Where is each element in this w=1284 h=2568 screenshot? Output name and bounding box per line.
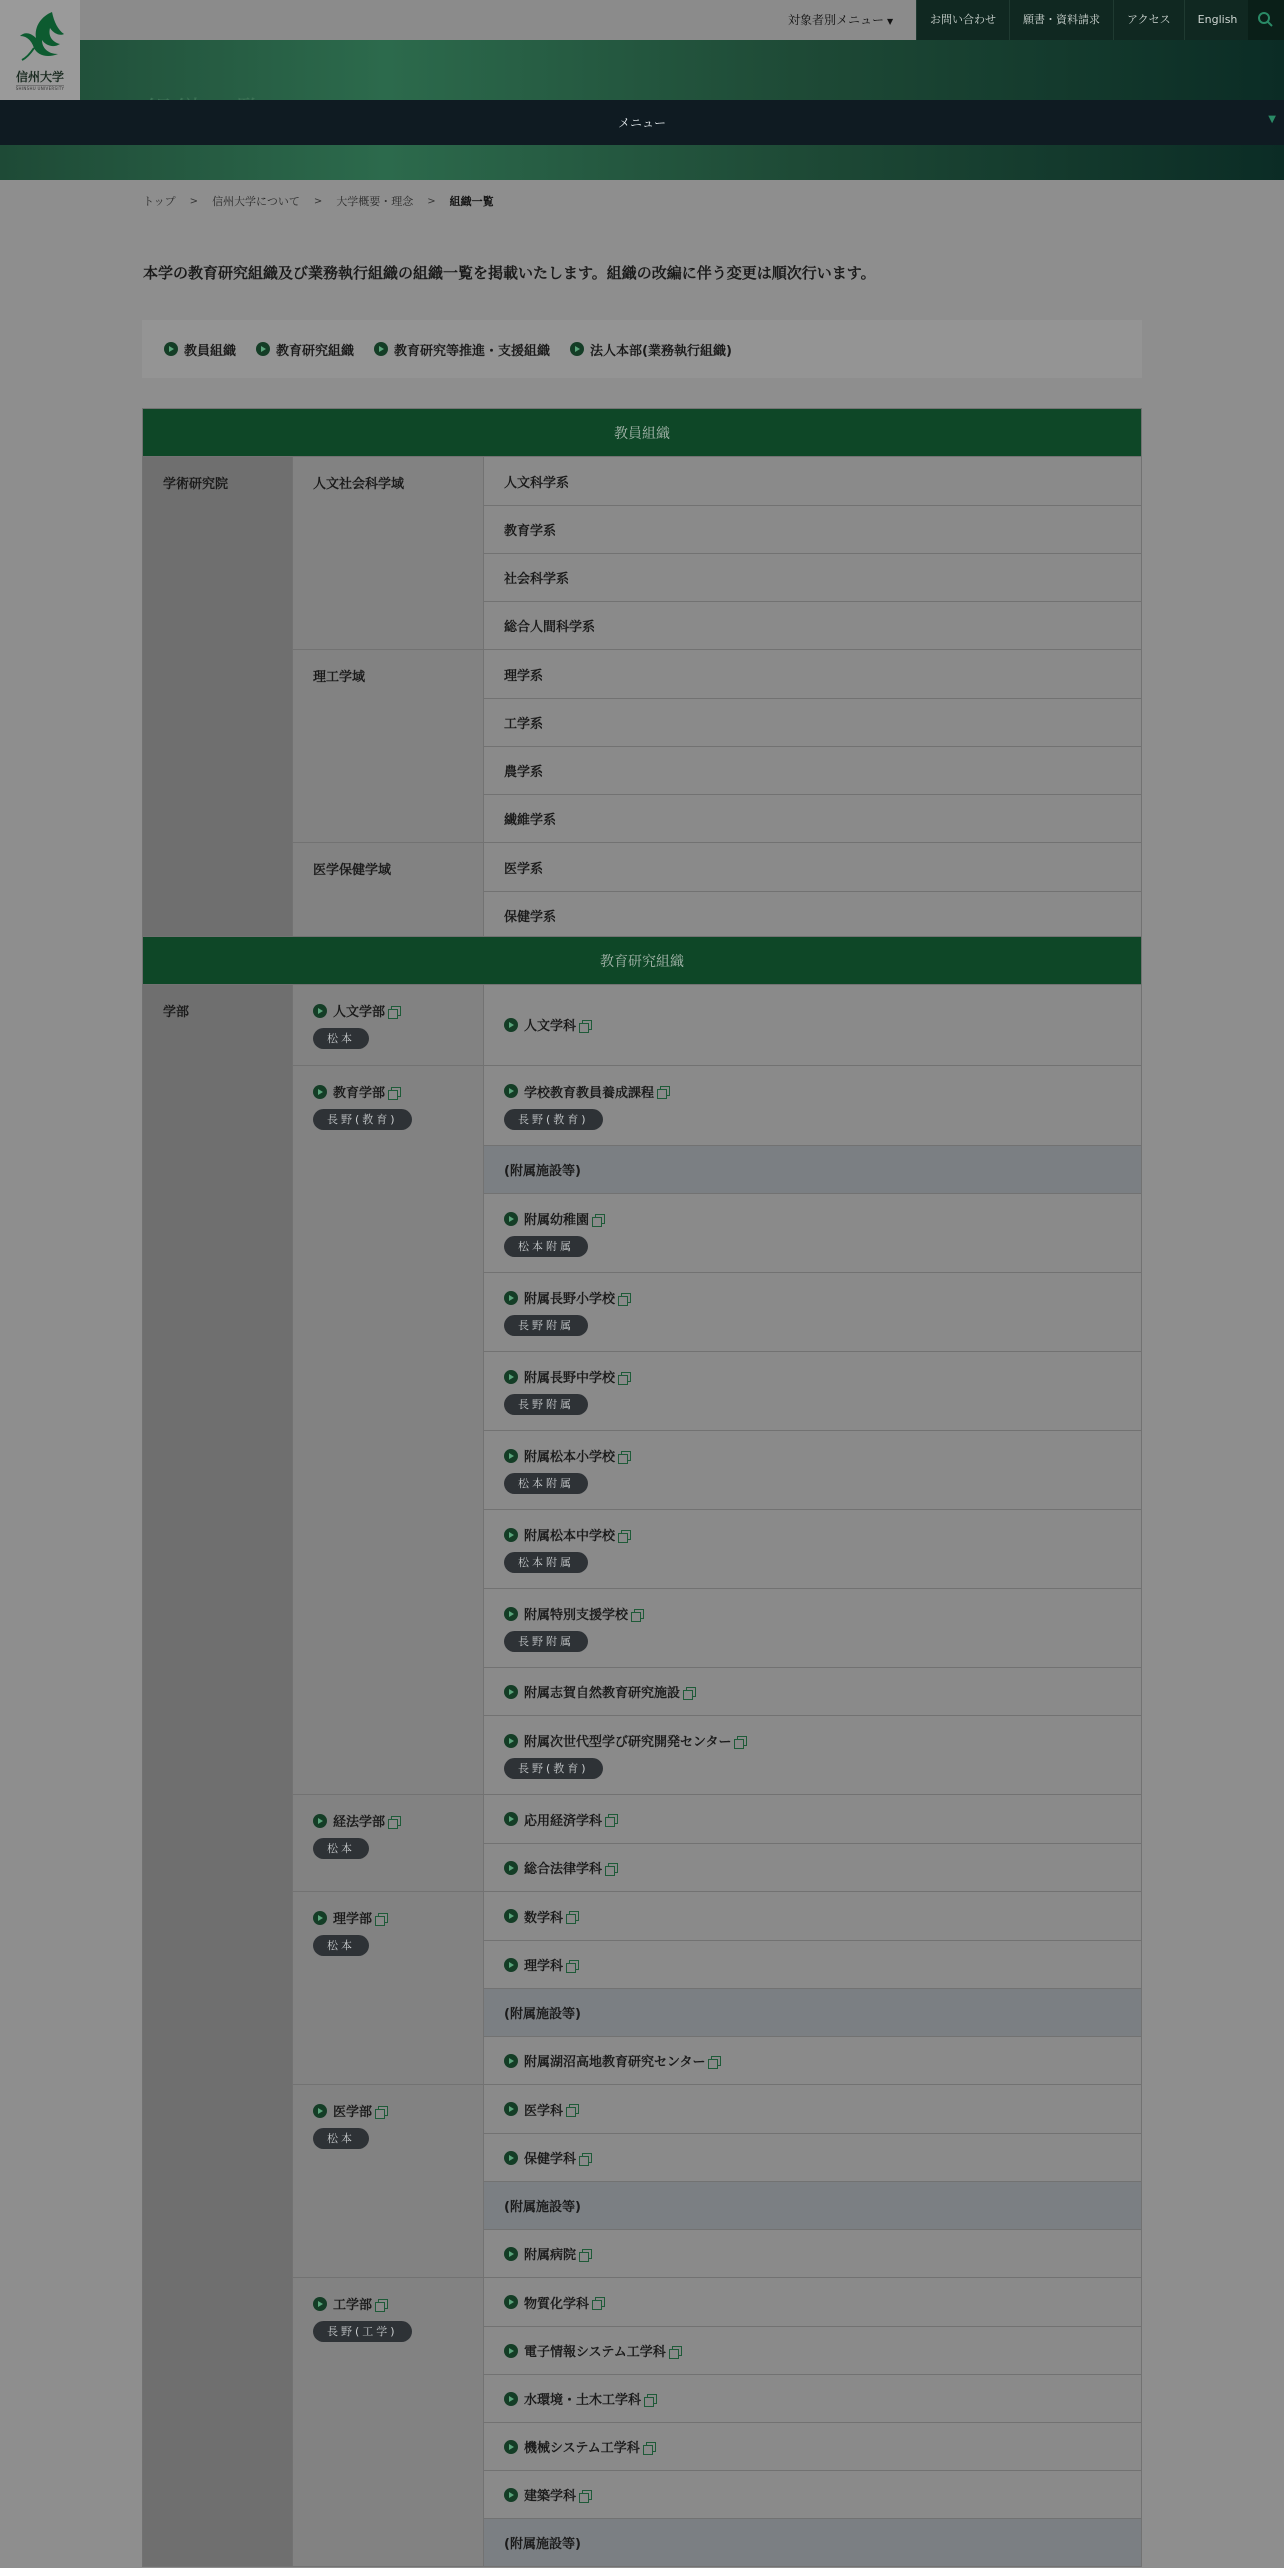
external-link-icon: [391, 1087, 401, 1097]
table-row: [484, 1715, 1141, 1794]
search-button[interactable]: [1248, 0, 1284, 40]
campus-badge: 松本: [313, 1838, 369, 1859]
section-heading: 教員組織: [143, 409, 1141, 456]
arrow-circle-icon: [164, 342, 178, 356]
item-link[interactable]: [313, 1811, 463, 1830]
table-row: [484, 1940, 1141, 1988]
external-link-icon: [569, 2104, 579, 2114]
english-link[interactable]: English: [1184, 0, 1251, 40]
external-link-icon: [646, 2442, 656, 2452]
external-link-icon: [582, 2249, 592, 2259]
campus-badge: 松本: [313, 1028, 369, 1049]
item-link[interactable]: [504, 2244, 1121, 2263]
table-row: 社会科学系: [484, 553, 1141, 601]
faculty-row: [293, 2084, 1141, 2277]
breadcrumb-about[interactable]: 信州大学について: [212, 195, 300, 208]
item-label: 附属湖沼高地教育研究センター: [524, 2055, 706, 2070]
item-label: 人文学部: [333, 1005, 386, 1020]
item-label: 工学部: [333, 2298, 373, 2313]
quick-link-support[interactable]: 教育研究等推進・支援組織: [374, 340, 550, 359]
arrow-circle-icon: [504, 2247, 518, 2261]
arrow-circle-icon: [504, 1449, 518, 1463]
campus-badge: 長野(教育): [504, 1109, 603, 1130]
item-label: 教育学部: [333, 1086, 386, 1101]
table-row: [484, 2036, 1141, 2084]
table-row: [484, 1272, 1141, 1351]
faculty-cell: [293, 985, 484, 1065]
chevron-right-icon: >: [313, 195, 323, 207]
item-link[interactable]: [504, 1015, 1121, 1034]
table-row: 医学系: [504, 861, 544, 877]
item-link[interactable]: [504, 1288, 1121, 1307]
item-label: 電子情報システム工学科: [524, 2345, 666, 2360]
item-label: 数学科: [524, 1910, 564, 1926]
item-link[interactable]: [504, 1858, 1121, 1877]
external-link-icon: [569, 1911, 579, 1921]
table-row: [484, 1667, 1141, 1715]
table-row: [484, 1843, 1141, 1891]
external-link-icon: [621, 1451, 631, 1461]
external-link-icon: [582, 2490, 592, 2500]
campus-badge: 長野附属: [504, 1631, 588, 1652]
domain-row: [293, 457, 1141, 649]
item-link[interactable]: [313, 2101, 463, 2120]
external-link-icon: [378, 2106, 388, 2116]
faculty-row: [293, 2277, 1141, 2566]
item-label: 附属志賀自然教育研究施設: [524, 1686, 681, 1701]
faculty-row: [293, 1891, 1141, 2084]
utility-links: [916, 0, 1250, 40]
item-link[interactable]: [504, 1367, 1121, 1386]
campus-badge: 松本: [313, 1935, 369, 1956]
arrow-circle-icon: [504, 1084, 518, 1098]
table-row: 保健学系: [484, 891, 1141, 939]
arrow-circle-icon: [504, 2054, 518, 2068]
external-link-icon: [711, 2056, 721, 2066]
arrow-circle-icon: [504, 2440, 518, 2454]
arrow-circle-icon: [504, 2295, 518, 2309]
item-link[interactable]: [504, 1525, 1121, 1544]
external-link-icon: [378, 1913, 388, 1923]
item-link[interactable]: [504, 1810, 1121, 1829]
item-link[interactable]: [504, 1955, 1121, 1974]
item-link[interactable]: [504, 2341, 1121, 2360]
breadcrumb-top[interactable]: トップ: [143, 195, 176, 208]
item-link[interactable]: [504, 1604, 1121, 1623]
faculty-row: [293, 1065, 1141, 1794]
table-row: 総合人間科学系: [484, 601, 1141, 649]
facility-header: (附属施設等): [484, 1988, 1141, 2036]
item-label: 理学科: [524, 1959, 564, 1974]
external-link-icon: [660, 1086, 670, 1096]
menu-bar[interactable]: [0, 100, 1284, 145]
item-label: 理学部: [333, 1912, 373, 1927]
table-row: 工学系: [484, 698, 1141, 746]
table-row: [484, 2085, 1141, 2133]
table-row: [484, 2278, 1141, 2326]
campus-badge: 松本附属: [504, 1473, 588, 1494]
table-row: 農学系: [484, 746, 1141, 794]
arrow-circle-icon: [504, 2151, 518, 2165]
arrow-circle-icon: [504, 1291, 518, 1305]
edu-org-table: [142, 936, 1142, 2567]
arrow-circle-icon: [313, 1911, 327, 1925]
table-row: [484, 1588, 1141, 1667]
arrow-circle-icon: [504, 1528, 518, 1542]
item-label: 附属松本小学校: [524, 1450, 616, 1465]
table-row: [484, 1795, 1141, 1843]
external-link-icon: [686, 1687, 696, 1697]
department-list: [484, 985, 1141, 1065]
item-label: 医学科: [524, 2103, 564, 2119]
arrow-circle-icon: [504, 2392, 518, 2406]
domain-row: [293, 649, 1141, 842]
external-link-icon: [608, 1814, 618, 1824]
item-label: 総合法律学科: [524, 1862, 603, 1877]
logo-bird-icon: [12, 8, 68, 66]
item-link[interactable]: [504, 2100, 1121, 2119]
table-row: [484, 1509, 1141, 1588]
arrow-circle-icon: [504, 1607, 518, 1621]
department-list: [484, 2278, 1141, 2566]
breadcrumb-overview[interactable]: 大学概要・理念: [336, 195, 414, 208]
table-row: 人文科学系: [504, 475, 570, 491]
table-row: [484, 2374, 1141, 2422]
department-list: [484, 2085, 1141, 2277]
campus-badge: 松本附属: [504, 1552, 588, 1573]
audience-menu-button[interactable]: 対象者別メニュー ▼: [788, 13, 894, 27]
item-link[interactable]: [504, 1446, 1121, 1465]
dropdown-arrow-icon: ▼: [887, 17, 894, 26]
external-link-icon: [634, 1609, 644, 1619]
intro-text: 本学の教育研究組織及び業務執行組織の組織一覧を掲載いたします。組織の改編に伴う変更は順次行います。: [143, 264, 876, 282]
table-row: [484, 1193, 1141, 1272]
table-row: [484, 1430, 1141, 1509]
chevron-right-icon: >: [189, 195, 199, 207]
faculty-cell: [293, 2278, 484, 2566]
external-link-icon: [621, 1530, 631, 1540]
table-row: 繊維学系: [484, 794, 1141, 842]
faculty-cell: [293, 1795, 484, 1891]
arrow-circle-icon: [504, 1212, 518, 1226]
logo-name: 信州大学: [15, 70, 64, 84]
external-link-icon: [672, 2346, 682, 2356]
item-link[interactable]: [504, 2148, 1121, 2167]
item-link[interactable]: [504, 2293, 1121, 2312]
campus-badge: 長野(教育): [313, 1109, 412, 1130]
arrow-circle-icon: [504, 2102, 518, 2116]
arrow-circle-icon: [504, 2488, 518, 2502]
campus-badge: 松本: [313, 2128, 369, 2149]
arrow-circle-icon: [313, 2297, 327, 2311]
item-label: 附属松本中学校: [524, 1529, 616, 1544]
arrow-circle-icon: [504, 1685, 518, 1699]
item-link[interactable]: [504, 2485, 1121, 2504]
quick-link-headquarters[interactable]: 法人本部(業務執行組織): [570, 340, 732, 359]
external-link-icon: [595, 1214, 605, 1224]
external-link-icon: [582, 1020, 592, 1030]
campus-badge: 長野附属: [504, 1394, 588, 1415]
university-logo[interactable]: [0, 0, 80, 100]
item-label: 附属長野中学校: [524, 1371, 616, 1386]
item-label: 医学部: [333, 2105, 373, 2120]
table-row: [484, 2422, 1141, 2470]
facility-header: (附属施設等): [484, 1145, 1141, 1193]
logo-sub: SHINSHU UNIVERSITY: [15, 86, 65, 91]
table-row: 教育学系: [484, 505, 1141, 553]
item-link[interactable]: [313, 1082, 463, 1101]
table-row: [484, 1351, 1141, 1430]
faculty-cell: [293, 1066, 484, 1794]
table-group: [143, 984, 1141, 2566]
external-link-icon: [608, 1863, 618, 1873]
department-list: [484, 1066, 1141, 1794]
access-link[interactable]: アクセス: [1113, 0, 1184, 40]
item-label: 物質化学科: [524, 2296, 590, 2312]
external-link-icon: [737, 1736, 747, 1746]
item-link[interactable]: [504, 2389, 1121, 2408]
campus-badge: 松本附属: [504, 1236, 588, 1257]
quick-links: [142, 320, 1142, 378]
external-link-icon: [621, 1372, 631, 1382]
table-row: [484, 1066, 1141, 1145]
item-link[interactable]: [504, 2051, 1121, 2070]
domain-name: 理工学域: [293, 650, 484, 842]
external-link-icon: [595, 2297, 605, 2307]
arrow-circle-icon: [256, 342, 270, 356]
arrow-circle-icon: [313, 1085, 327, 1099]
item-label: 建築学科: [524, 2489, 577, 2504]
arrow-circle-icon: [504, 1734, 518, 1748]
application-request-link[interactable]: 願書・資料請求: [1009, 0, 1113, 40]
arrow-circle-icon: [504, 1018, 518, 1032]
group-name: 学術研究院: [143, 457, 293, 939]
item-link[interactable]: [313, 1908, 463, 1927]
facility-header: (附属施設等): [484, 2181, 1141, 2229]
item-label: 経法学部: [333, 1815, 386, 1830]
table-row: [484, 2470, 1141, 2518]
table-row: 理学系: [504, 668, 544, 684]
item-label: 機械システム工学科: [524, 2441, 640, 2456]
item-label: 附属病院: [524, 2248, 577, 2263]
external-link-icon: [391, 1816, 401, 1826]
campus-badge: 長野附属: [504, 1315, 588, 1336]
arrow-circle-icon: [504, 1958, 518, 1972]
item-link[interactable]: [504, 1731, 1121, 1750]
external-link-icon: [378, 2299, 388, 2309]
faculty-org-table: [142, 408, 1142, 940]
table-row: [484, 2133, 1141, 2181]
quick-link-faculty[interactable]: 教員組織: [164, 340, 236, 359]
faculty-row: [293, 985, 1141, 1065]
item-label: 保健学科: [524, 2152, 577, 2167]
breadcrumb: [143, 193, 494, 209]
arrow-circle-icon: [570, 342, 584, 356]
arrow-circle-icon: [504, 1370, 518, 1384]
item-link[interactable]: [504, 2437, 1121, 2456]
faculty-cell: [293, 2085, 484, 2277]
arrow-circle-icon: [504, 2344, 518, 2358]
item-link[interactable]: [504, 1209, 1121, 1228]
table-row: [484, 2229, 1141, 2277]
item-label: 応用経済学科: [524, 1813, 603, 1829]
quick-link-education[interactable]: 教育研究組織: [256, 340, 354, 359]
arrow-circle-icon: [313, 1814, 327, 1828]
arrow-circle-icon: [313, 2104, 327, 2118]
menu-label: メニュー: [617, 116, 666, 130]
table-group: [143, 456, 1141, 939]
faculty-cell: [293, 1892, 484, 2084]
arrow-circle-icon: [504, 1812, 518, 1826]
arrow-circle-icon: [504, 1909, 518, 1923]
section-heading: 教育研究組織: [143, 937, 1141, 984]
domain-name: 医学保健学域: [293, 843, 484, 939]
external-link-icon: [391, 1006, 401, 1016]
item-link[interactable]: [504, 1682, 1121, 1701]
item-label: 附属特別支援学校: [524, 1608, 629, 1623]
faculty-row: [293, 1794, 1141, 1891]
campus-badge: 長野(工学): [313, 2321, 412, 2342]
external-link-icon: [569, 1960, 579, 1970]
group-name: 学部: [143, 985, 293, 2566]
arrow-circle-icon: [374, 342, 388, 356]
table-row: [484, 2326, 1141, 2374]
item-link[interactable]: [504, 1907, 1121, 1926]
domain-row: [293, 842, 1141, 939]
arrow-circle-icon: [504, 1861, 518, 1875]
domain-name: 人文社会科学域: [293, 457, 484, 649]
item-label: 学校教育教員養成課程: [524, 1085, 655, 1101]
item-link[interactable]: [504, 1082, 1121, 1101]
table-row: [484, 1892, 1141, 1940]
item-label: 附属長野小学校: [524, 1292, 616, 1307]
menu-toggle-icon: ▼: [1268, 114, 1276, 125]
item-label: 水環境・土木工学科: [524, 2393, 642, 2408]
search-icon: [1248, 0, 1284, 40]
arrow-circle-icon: [313, 1004, 327, 1018]
item-label: 人文学科: [524, 1019, 577, 1034]
breadcrumb-current: 組織一覧: [449, 195, 494, 208]
external-link-icon: [621, 1293, 631, 1303]
top-navigation: [0, 0, 1284, 40]
item-link[interactable]: [313, 2294, 463, 2313]
campus-badge: 長野(教育): [504, 1758, 603, 1779]
chevron-right-icon: >: [427, 195, 436, 207]
item-link[interactable]: [313, 1001, 463, 1020]
contact-link[interactable]: お問い合わせ: [916, 0, 1009, 40]
facility-header: (附属施設等): [484, 2518, 1141, 2566]
external-link-icon: [582, 2153, 592, 2163]
external-link-icon: [647, 2394, 657, 2404]
department-list: [484, 1795, 1141, 1891]
department-list: [484, 1892, 1141, 2084]
item-label: 附属次世代型学び研究開発センター: [524, 1735, 732, 1750]
item-label: 附属幼稚園: [524, 1213, 590, 1228]
table-row: [484, 985, 1141, 1064]
